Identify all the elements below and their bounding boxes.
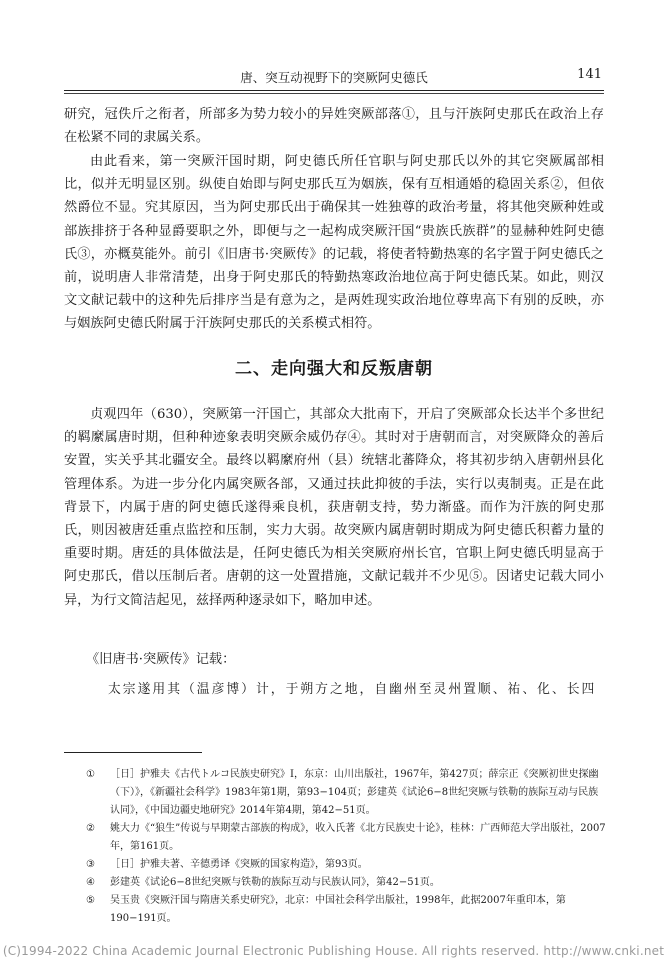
footnote-4 bbox=[86, 874, 606, 892]
footnote-1 bbox=[86, 766, 606, 820]
footnote-text: ［日］护雅夫著、辛德勇译《突厥的国家构造》，第93页。 bbox=[110, 859, 368, 870]
section-heading: 二、走向强大和反叛唐朝 bbox=[235, 359, 433, 379]
footnotes bbox=[86, 766, 606, 928]
footnote-mark: ② bbox=[86, 823, 95, 834]
footnote-5 bbox=[86, 892, 606, 928]
footnote-mark: ① bbox=[86, 769, 95, 780]
footnote-mark: ⑤ bbox=[86, 895, 95, 906]
footnote-text: 彭建英《试论6−8世纪突厥与铁勒的族际互动与民族认同》，第42−51页。 bbox=[110, 877, 440, 888]
running-header bbox=[64, 64, 604, 90]
footnote-text: 姚大力《“狼生”传说与早期蒙古部族的构成》，收入氏著《北方民族史十论》，桂林：广西师范大学出版社，2007年，第161页。 bbox=[110, 823, 606, 852]
header-rule bbox=[64, 90, 604, 91]
block-quote: 太宗遂用其（温彦博）计，于朔方之地，自幽州至灵州置顺、祐、化、长四 bbox=[108, 682, 597, 697]
footnote-2 bbox=[86, 820, 606, 856]
copyright-notice: (C)1994-2022 China Academic Journal Electronic Publishing House. All rights reserved. http://www.cnki.net bbox=[2, 944, 665, 958]
footnote-rule bbox=[64, 752, 202, 753]
footnote-mark: ④ bbox=[86, 877, 95, 888]
header-rule-thin bbox=[64, 93, 604, 94]
footnote-3 bbox=[86, 856, 606, 874]
paragraph-3: 贞观四年（630），突厥第一汗国亡，其部众大批南下，开启了突厥部众长达半个多世纪的羁縻属唐时期，但种种迹象表明突厥余威仍存④。其时对于唐朝而言，对突厥降众的善后安置，实关乎其北疆安全。最终以羁縻府州（县）统辖北蕃降众，将其初步纳入唐朝州县化管理体系。为进一步分化内属突厥各部，又通过扶此抑彼的手法，实行以夷制夷。正是在此背景下，内属于唐的阿史德氏遂得乘良机，获唐朝支持，势力渐盛。而作为汗族的阿史那氏，则因被唐廷重点监控和压制，实力大弱。故突厥内属唐朝时期成为阿史德氏积蓄力量的重要时期。唐廷的具体做法是，任阿史德氏为相关突厥府州长官，官职上阿史德氏明显高于阿史那氏，借以压制后者。唐朝的这一处置措施，文献记载并不少见⑤。因诸史记载大同小异，为行文简洁起见，兹择两种逐录如下，略加申述。 bbox=[64, 407, 604, 608]
running-title: 唐、突互动视野下的突厥阿史德氏 bbox=[240, 70, 428, 85]
footnote-text: ［日］护雅夫《古代トルコ民族史研究》Ⅰ，东京：山川出版社，1967年，第427页；薛宗正《突厥初世史探幽（下）》，《新疆社会科学》1983年第1期，第93−104页；彭建英《试论6−8世纪突厥与铁勒的族际互动与民族认同》，《中国边疆史地研究》2014年第4期，第42−51页。 bbox=[110, 769, 599, 816]
quote-source: 《旧唐书·突厥传》记载： bbox=[86, 652, 236, 667]
paragraph-2: 由此看来，第一突厥汗国时期，阿史德氏所任官职与阿史那氏以外的其它突厥属部相比，似并无明显区别。纵使自始即与阿史那氏互为姻族，保有互相通婚的稳固关系②，但依然爵位不显。究其原因，当为阿史那氏出于确保其一姓独尊的政治考量，将其他突厥种姓或部族排挤于各种显爵要职之外，即便与之一起构成突厥汗国“贵族氏族群”的显赫种姓阿史德氏③，亦概莫能外。前引《旧唐书·突厥传》的记载，将使者特勤热寒的名字置于阿史德氏之前，说明唐人非常清楚，出身于阿史那氏的特勤热寒政治地位高于阿史德氏某。如此，则汉文文献记载中的这种先后排序当是有意为之，是两姓现实政治地位尊卑高下有别的反映，亦与姻族阿史德氏附属于汗族阿史那氏的关系模式相符。 bbox=[64, 154, 604, 332]
footnote-mark: ③ bbox=[86, 859, 95, 870]
footnote-text: 吴玉贵《突厥汗国与隋唐关系史研究》，北京：中国社会科学出版社，1998年，此据2007年重印本，第190−191页。 bbox=[110, 895, 566, 924]
page-number: 141 bbox=[577, 67, 602, 82]
paragraph-1: 研究，冠佚斤之衔者，所部多为势力较小的异姓突厥部落①，且与汗族阿史那氏在政治上存在松紧不同的隶属关系。 bbox=[64, 107, 604, 146]
